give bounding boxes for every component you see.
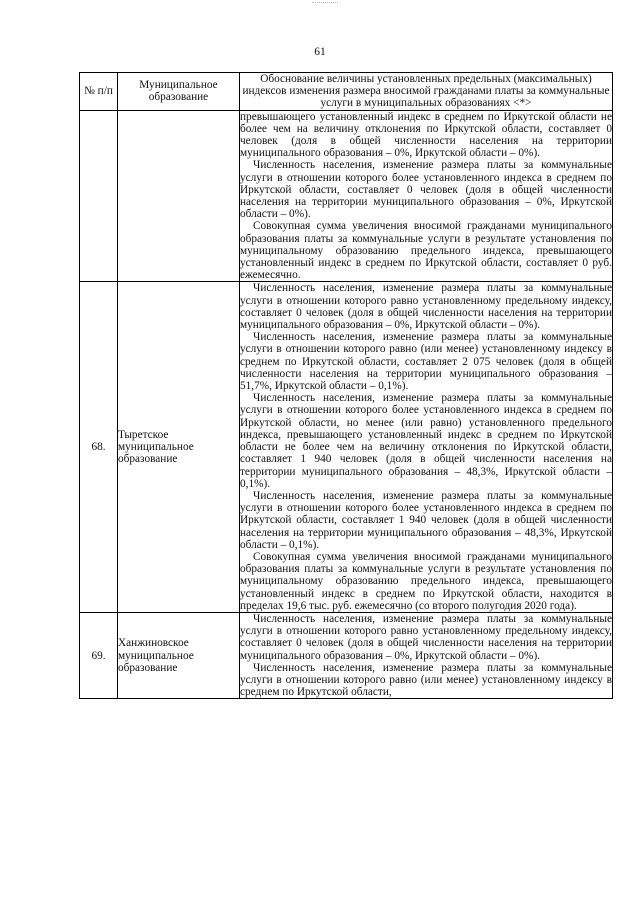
paragraph: Численность населения, изменение размера платы за коммунальные услуги в отношении которого более установленного индекса в среднем по Иркутской области, составляет 1 940 человек (доля в общей численности населения на территории муниципального образования – 48,3%, Иркутской области – 0,1%). [240,489,612,551]
row-justification [240,110,613,282]
row-municipality [118,110,240,282]
row-number: 69. [80,612,118,698]
table-row [80,612,613,698]
justification-table [79,72,613,699]
table-row [80,110,613,282]
table-header-row [80,73,613,111]
row-municipality: Ханжиновское муниципальное образование [118,612,240,698]
page-number: 61 [314,46,326,58]
paragraph: Численность населения, изменение размера платы за коммунальные услуги в отношении которого равно (или менее) установленному индексу в среднем по Иркутской области, [240,661,612,699]
paragraph: Совокупная сумма увеличения вносимой гражданами муниципального образования платы за коммунальные услуги в результате установления по муниципальному образованию предельного индекса, превышающего установленный индекс в среднем по Иркутской области, находится в пределах 19,6 тыс. руб. ежемесячно (со второго полугодия 2020 года). [240,550,612,612]
header-number: № п/п [80,73,118,111]
table-row [80,282,613,612]
row-number: 68. [80,282,118,612]
paragraph: Совокупная сумма увеличения вносимой гражданами муниципального образования платы за коммунальные услуги в результате установления по муниципальному образованию предельного индекса, превышающего установленный индекс в среднем по Иркутской области, составляет 0 руб. ежемесячно. [240,220,612,282]
row-justification [240,282,613,612]
paragraph: превышающего установленный индекс в среднем по Иркутской области не более чем на величину отклонения по Иркутской области, составляет 0 человек (доля в общей численности населения на территории муниципального образования – 0%, Иркутской области – 0%). [240,110,612,160]
row-justification [240,612,613,698]
scan-artifact [312,2,338,9]
paragraph: Численность населения, изменение размера платы за коммунальные услуги в отношении которого равно установленному предельному индексу, составляет 0 человек (доля в общей численности населения на территории муниципального образования – 0%, Иркутской области – 0%). [240,612,612,662]
paragraph: Численность населения, изменение размера платы за коммунальные услуги в отношении которого более установленного индекса в среднем по Иркутской области, но менее (или равно) установленного предельного индекса, превышающего установленный индекс в среднем по Иркутской области не более чем на величину отклонения по Иркутской области, составляет 1 940 человек (доля в общей численности населения на территории муниципального образования – 48,3%, Иркутской области – 0,1%). [240,392,612,490]
paragraph: Численность населения, изменение размера платы за коммунальные услуги в отношении которого равно установленному предельному индексу, составляет 0 человек (доля в общей численности населения на территории муниципального образования – 0%, Иркутской области – 0%). [240,282,612,332]
paragraph: Численность населения, изменение размера платы за коммунальные услуги в отношении которого более установленного индекса в среднем по Иркутской области, составляет 0 человек (доля в общей численности населения на территории муниципального образования – 0%, Иркутской области – 0%). [240,159,612,221]
header-municipality: Муниципальное образование [118,73,240,111]
row-number [80,110,118,282]
header-justification: Обоснование величины установленных предельных (максимальных) индексов изменения размера вносимой гражданами платы за коммунальные услуги в муниципальных образованиях <*> [240,73,613,111]
row-municipality: Тыретское муниципальное образование [118,282,240,612]
paragraph: Численность населения, изменение размера платы за коммунальные услуги в отношении которого равно (или менее) установленному индексу в среднем по Иркутской области, составляет 2 075 человек (доля в общей численности населения на территории муниципального образования – 51,7%, Иркутской области – 0,1%). [240,331,612,393]
